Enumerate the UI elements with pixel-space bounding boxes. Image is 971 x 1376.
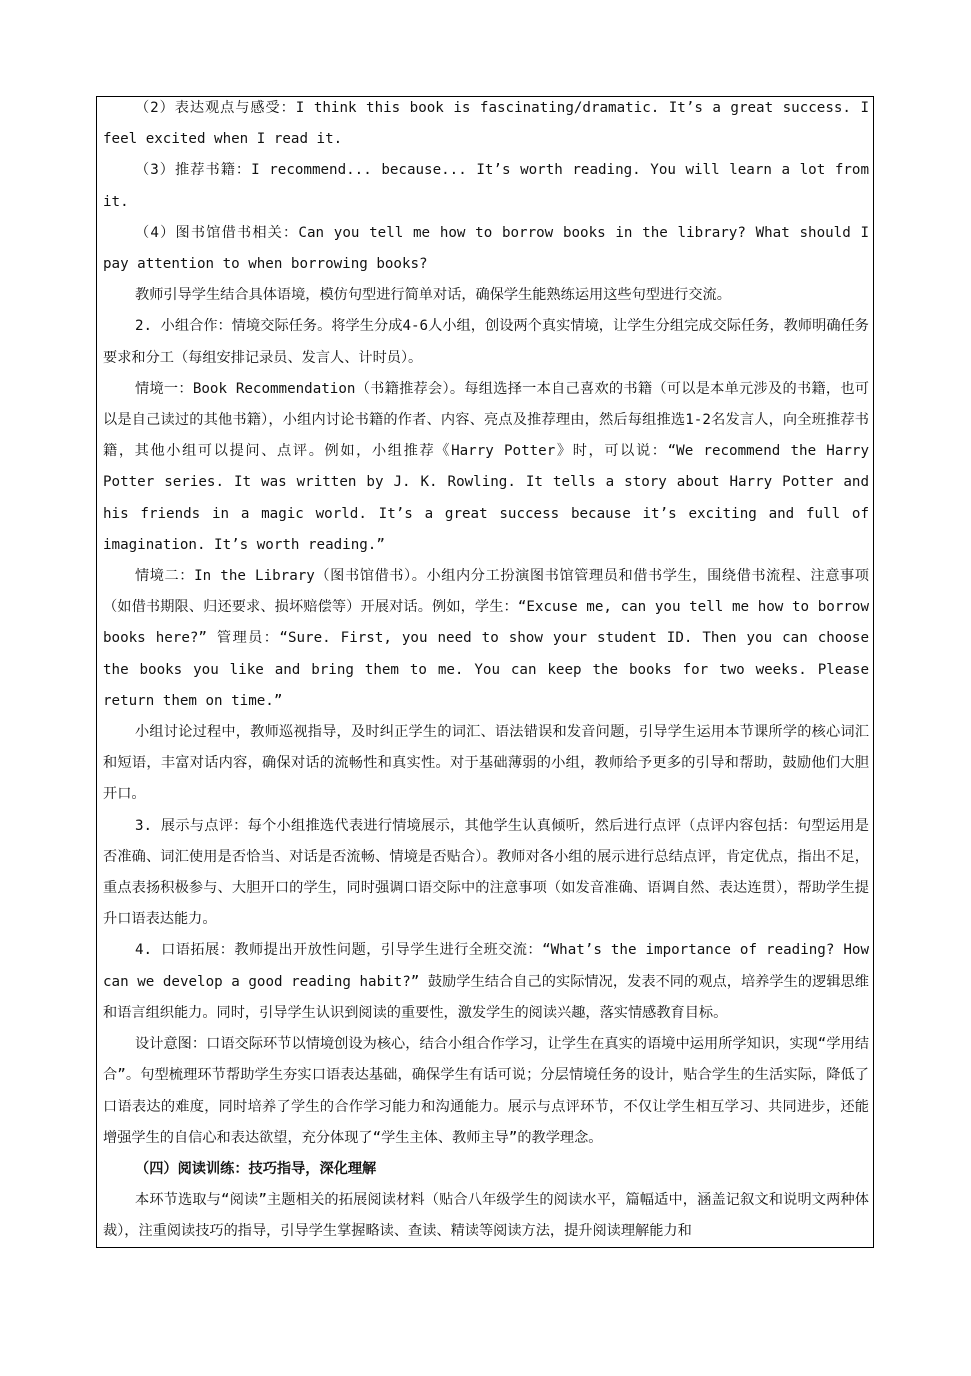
paragraph-group-discussion: 小组讨论过程中，教师巡视指导，及时纠正学生的词汇、语法错误和发音问题，引导学生运用本节课所学的核心词汇和短语，丰富对话内容，确保对话的流畅性和真实性。对于基础薄弱的小组，教师给予更多的引导和帮助，鼓励他们大胆开口。 [103,724,869,803]
paragraph-design-intent: 设计意图：口语交际环节以情境创设为核心，结合小组合作学习，让学生在真实的语境中运用所学知识，实现“学用结合”。句型梳理环节帮助学生夯实口语表达基础，确保学生有话可说；分层情境任务的设计，贴合学生的生活实际，降低了口语表达的难度，同时培养了学生的合作学习能力和沟通能力。展示与点评环节，不仅让学生相互学习、共同进步，还能增强学生的自信心和表达欲望，充分体现了“学生主体、教师主导”的教学理念。 [103,1036,869,1146]
paragraph-group-cooperation: 2. 小组合作：情境交际任务。将学生分成4-6人小组，创设两个真实情境，让学生分组完成交际任务，教师明确任务要求和分工（每组安排记录员、发言人、计时员）。 [103,318,869,366]
paragraph-oral-extension: 4. 口语拓展：教师提出开放性问题，引导学生进行全班交流：“What’s the importance of reading? How can we develop a good reading habit?” 鼓励学生结合自己的实际情况，发表不同的观点，培养学生的逻辑思维和语言组织能力。同时，引导学生认识到阅读的重要性，激发学生的阅读兴趣，落实情感教育目标。 [103,942,869,1021]
section-heading-reading-training: （四）阅读训练：技巧指导，深化理解 [135,1160,377,1177]
paragraph-expressing-opinions: （2）表达观点与感受：I think this book is fascinating/dramatic. It’s a great success. I feel excited when I read it. [103,100,869,148]
document-body [103,93,869,1248]
paragraph-reading-intro: 本环节选取与“阅读”主题相关的拓展阅读材料（贴合八年级学生的阅读水平，篇幅适中，涵盖记叙文和说明文两种体裁），注重阅读技巧的指导，引导学生掌握略读、查读、精读等阅读方法，提升阅读理解能力和 [103,1192,869,1240]
paragraph-presentation-review: 3. 展示与点评：每个小组推选代表进行情境展示，其他学生认真倾听，然后进行点评（点评内容包括：句型运用是否准确、词汇使用是否恰当、对话是否流畅、情境是否贴合）。教师对各小组的展示进行总结点评，肯定优点，指出不足，重点表扬积极参与、大胆开口的学生，同时强调口语交际中的注意事项（如发音准确、语调自然、表达连贯），帮助学生提升口语表达能力。 [103,817,869,928]
paragraph-situation-one: 情境一：Book Recommendation（书籍推荐会）。每组选择一本自己喜欢的书籍（可以是本单元涉及的书籍，也可以是自己读过的其他书籍），小组内讨论书籍的作者、内容、亮点及推荐理由，然后每组推选1-2名发言人，向全班推荐书籍，其他小组可以提问、点评。例如，小组推荐《Harry Potter》时，可以说：“We recommend the Harry Potter series. It was written by J. K. Rowling. It tells a story about Harry Potter and his friends in a magic world. It’s a great success because it’s exciting and full of imagination. It’s worth reading.” [103,380,869,553]
paragraph-recommending-books: （3）推荐书籍：I recommend... because... It’s worth reading. You will learn a lot from it. [103,162,869,210]
paragraph-situation-two: 情境二：In the Library（图书馆借书）。小组内分工扮演图书馆管理员和借书学生，围绕借书流程、注意事项（如借书期限、归还要求、损坏赔偿等）开展对话。例如，学生：“Excuse me, can you tell me how to borrow books here?” 管理员：“Sure. First, you need to show your student ID. Then you can choose the books you like and bring them to me. You can keep the books for two weeks. Please return them on time.” [103,568,869,709]
paragraph-library-borrowing: （4）图书馆借书相关：Can you tell me how to borrow books in the library? What should I pay attention to when borrowing books? [103,224,869,273]
paragraph-teacher-guidance: 教师引导学生结合具体语境，模仿句型进行简单对话，确保学生能熟练运用这些句型进行交流。 [135,287,731,304]
